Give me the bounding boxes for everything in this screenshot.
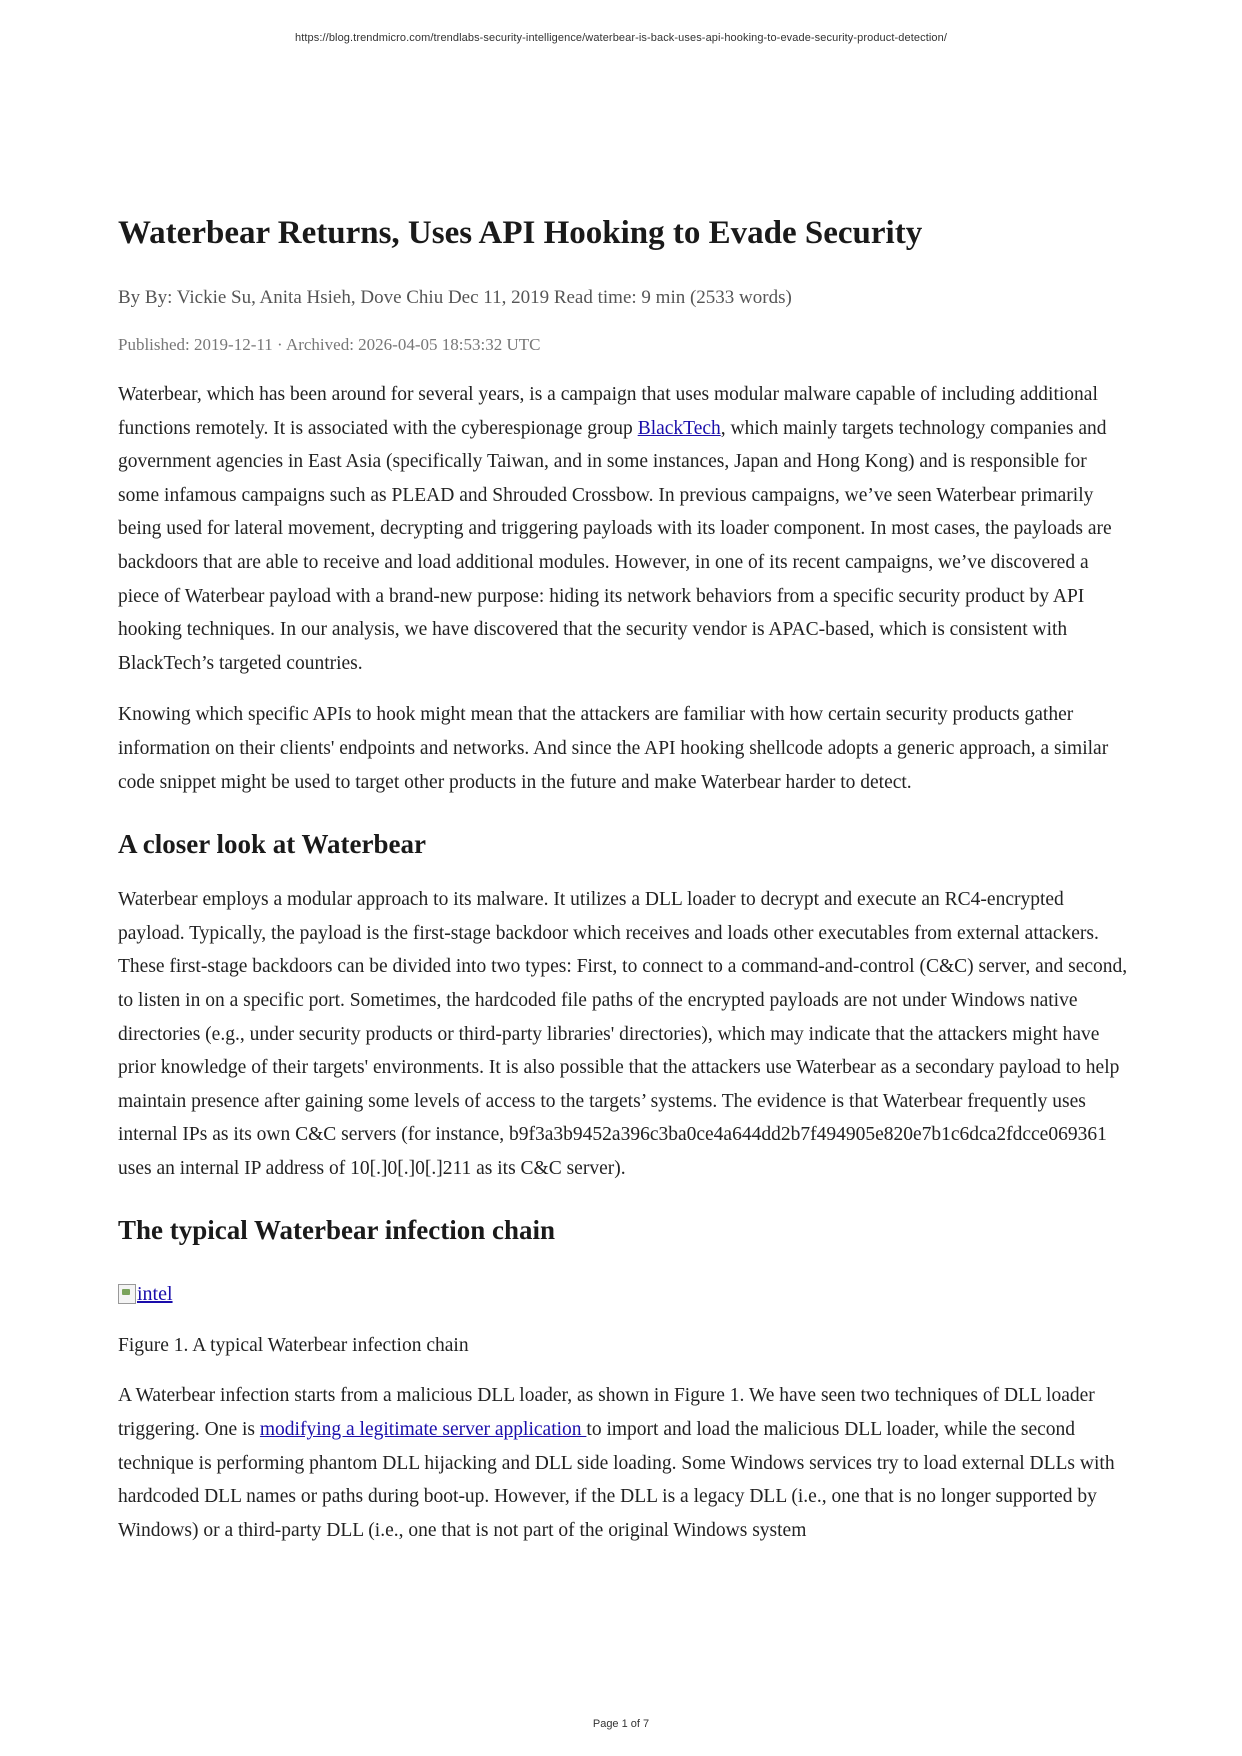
modifying-server-application-link[interactable]: modifying a legitimate server application <box>259 1419 587 1441</box>
paragraph-intro-text-a: Waterbear, which has been around for several years, is a campaign that uses modular malware capable of including additional functions remotely. It is associated with the cyberespionage group <box>118 384 1098 439</box>
page-url-header: https://blog.trendmicro.com/trendlabs-security-intelligence/waterbear-is-back-uses-api-hooking-to-evade-security-product-detection/ <box>295 32 947 44</box>
paragraph-infection-text-a: A Waterbear infection starts from a malicious DLL loader, as shown in Figure 1. We have seen two techniques of DLL loader triggering. One is <box>118 1385 1095 1441</box>
article-byline: By By: Vickie Su, Anita Hsieh, Dove Chiu Dec 11, 2019 Read time: 9 min (2533 words) <box>118 287 792 308</box>
article-title: Waterbear Returns, Uses API Hooking to Evade Security <box>118 215 923 251</box>
figure-image-alt-link[interactable]: intel <box>137 1283 173 1306</box>
blacktech-link[interactable]: BlackTech <box>637 417 721 439</box>
paragraph-modular-approach: Waterbear employs a modular approach to its malware. It utilizes a DLL loader to decrypt and execute an RC4-encrypted payload. Typically, the payload is the first-stage backdoor which receives and loads other executables from external attackers. These first-stage backdoors can be divided into two types: First, to connect to a command-and-control (C&C) server, and second, to listen in on a specific port. Sometimes, the hardcoded file paths of the encrypted payloads are not under Windows native directories (e.g., under security products or third-party libraries' directories), which may indicate that the attackers might have prior knowledge of their targets' environments. It is also possible that the attackers use Waterbear as a secondary payload to help maintain presence after gaining some levels of access to the targets’ systems. The evidence is that Waterbear frequently uses internal IPs as its own C&C servers (for instance, b9f3a3b9452a396c3ba0ce4a644dd2b7f494905e820e7b1c6dca2fdcce069361 uses an internal IP address of 10[.]0[.]0[.]211 as its C&C server). <box>118 889 1128 1179</box>
paragraph-api-hooking: Knowing which specific APIs to hook might mean that the attackers are familiar with how certain security products gather information on their clients' endpoints and networks. And since the API hooking shellcode adopts a generic approach, a similar code snippet might be used to target other products in the future and make Waterbear harder to detect. <box>118 704 1109 793</box>
broken-image-icon <box>118 1284 136 1304</box>
article-meta: Published: 2019-12-11 · Archived: 2026-04-05 18:53:32 UTC <box>118 335 541 354</box>
paragraph-infection-start <box>118 1379 1130 1547</box>
paragraph-intro <box>118 378 1130 680</box>
page-number-footer: Page 1 of 7 <box>592 1718 650 1730</box>
paragraph-intro-text-b: , which mainly targets technology companies and government agencies in East Asia (specifically Taiwan, and in some instances, Japan and Hong Kong) and is responsible for some infamous campaigns such as PLEAD and Shrouded Crossbow. In previous campaigns, we’ve seen Waterbear primarily being used for lateral movement, decrypting and triggering payloads with its loader component. In most cases, the payloads are backdoors that are able to receive and load additional modules. However, in one of its recent campaigns, we’ve discovered a piece of Waterbear payload with a brand-new purpose: hiding its network behaviors from a specific security product by API hooking techniques. In our analysis, we have discovered that the security vendor is APAC-based, which is consistent with BlackTech’s targeted countries. <box>118 417 1112 674</box>
paragraph-infection-text-b: to import and load the malicious DLL loader, while the second technique is performing phantom DLL hijacking and DLL side loading. Some Windows services try to load external DLLs with hardcoded DLL names or paths during boot-up. However, if the DLL is a legacy DLL (i.e., one that is no longer supported by Windows) or a third-party DLL (i.e., one that is not part of the original Windows system <box>118 1419 1115 1541</box>
section-heading-closer-look: A closer look at Waterbear <box>118 829 426 860</box>
article-content <box>118 212 1130 1565</box>
section-heading-infection-chain: The typical Waterbear infection chain <box>118 1215 555 1246</box>
figure-caption: Figure 1. A typical Waterbear infection chain <box>118 1335 469 1357</box>
figure-image-link[interactable] <box>118 1279 173 1309</box>
